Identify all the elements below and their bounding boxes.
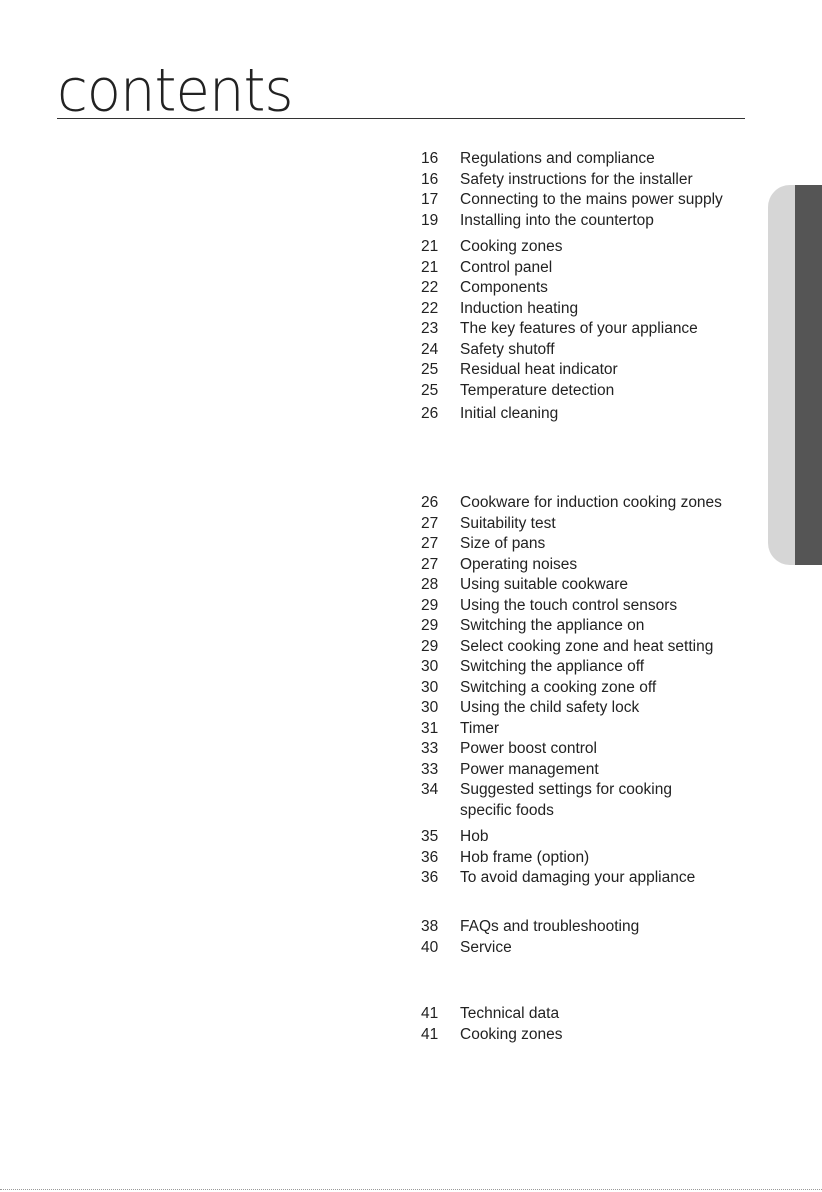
- toc-entry[interactable]: [421, 739, 751, 760]
- toc-entry-label: Switching the appliance off: [460, 658, 645, 675]
- toc-entry[interactable]: [421, 190, 751, 211]
- toc-entry[interactable]: [421, 340, 751, 361]
- toc-entry-page-number: 31: [421, 719, 439, 737]
- toc-entry-label: Control panel: [460, 258, 553, 276]
- toc-entry-label: Power management: [460, 760, 599, 778]
- toc-entry-label: Hob frame (option): [460, 848, 590, 866]
- toc-entry-label: Induction heating: [460, 299, 579, 317]
- toc-entry-label: Select cooking zone and heat setting: [460, 637, 714, 655]
- toc-entry-page-number: 27: [421, 514, 439, 532]
- toc-entry[interactable]: [421, 780, 751, 821]
- toc-entry-page-number: 29: [421, 637, 439, 655]
- toc-entry-label: Operating noises: [460, 555, 578, 573]
- toc-entry-page-number: 41: [421, 1005, 439, 1022]
- toc-group: [421, 404, 751, 425]
- toc-entry[interactable]: [421, 237, 751, 258]
- toc-entry-label: Installing into the countertop: [460, 211, 654, 229]
- toc-entry[interactable]: [421, 848, 751, 869]
- toc-entry-page-number: 19: [421, 211, 439, 229]
- toc-entry[interactable]: [421, 938, 751, 959]
- toc-entry-label: Regulations and compliance: [460, 150, 655, 167]
- toc-entry-page-number: 16: [421, 150, 439, 167]
- toc-entry[interactable]: [421, 616, 751, 637]
- page-bottom-edge: [0, 1189, 822, 1190]
- toc-entry-page-number: 41: [421, 1025, 439, 1043]
- toc-entry[interactable]: [421, 149, 751, 170]
- toc-entry-page-number: 26: [421, 494, 439, 511]
- toc-entry-page-number: 17: [421, 191, 439, 208]
- toc-entry[interactable]: [421, 657, 751, 678]
- toc-entry-label: Switching a cooking zone off: [460, 678, 657, 696]
- toc-entry-page-number: 35: [421, 828, 439, 845]
- toc-entry-page-number: 16: [421, 170, 439, 188]
- toc-entry[interactable]: [421, 596, 751, 617]
- toc-entry-label: Connecting to the mains power supply: [460, 191, 723, 208]
- toc-group: [421, 149, 751, 231]
- toc-entry-page-number: 30: [421, 699, 439, 716]
- toc-entry-label: The key features of your appliance: [460, 320, 698, 337]
- toc-group: [421, 1004, 751, 1045]
- toc-entry-label: Components: [460, 279, 548, 296]
- toc-entry-label: Using the child safety lock: [460, 699, 640, 716]
- toc-entry[interactable]: [421, 555, 751, 576]
- toc-entry[interactable]: [421, 319, 751, 340]
- toc-entry[interactable]: [421, 678, 751, 699]
- toc-entry-page-number: 22: [421, 299, 439, 317]
- toc-entry-label: Using suitable cookware: [460, 576, 629, 593]
- toc-entry-label: Cooking zones: [460, 1025, 563, 1043]
- toc-entry-page-number: 29: [421, 596, 439, 614]
- toc-entry-label: Cooking zones: [460, 238, 563, 255]
- toc-entry[interactable]: [421, 514, 751, 535]
- toc-entry[interactable]: [421, 404, 751, 425]
- toc-entry-page-number: 30: [421, 678, 439, 696]
- toc-entry-label: Hob: [460, 828, 489, 845]
- toc-entry-label: Initial cleaning: [460, 405, 559, 422]
- toc-entry-page-number: 21: [421, 258, 439, 276]
- toc-entry-page-number: 25: [421, 381, 439, 399]
- toc-entry-label: Power boost control: [460, 740, 597, 757]
- toc-entry[interactable]: [421, 760, 751, 781]
- toc-entry-label: Suitability test: [460, 514, 556, 532]
- toc-entry-label: Using the touch control sensors: [460, 596, 678, 614]
- toc-entry[interactable]: [421, 170, 751, 191]
- toc-group: [421, 237, 751, 401]
- page-title: contents: [57, 56, 293, 126]
- toc-entry-label: Size of pans: [460, 535, 546, 552]
- toc-entry-label: Timer: [460, 719, 500, 737]
- toc-entry[interactable]: [421, 381, 751, 402]
- toc-entry-label: Residual heat indicator: [460, 361, 618, 378]
- toc-entry[interactable]: [421, 1004, 751, 1025]
- toc-entry-page-number: 22: [421, 279, 439, 296]
- toc-entry-page-number: 36: [421, 869, 439, 886]
- toc-entry-page-number: 28: [421, 576, 439, 593]
- toc-entry-label: Safety instructions for the installer: [460, 170, 693, 188]
- toc-entry-label: Safety shutoff: [460, 340, 555, 358]
- toc-entry-label: Service: [460, 938, 512, 956]
- toc-entry[interactable]: [421, 698, 751, 719]
- toc-entry-label: To avoid damaging your appliance: [460, 869, 696, 886]
- toc-entry-label: FAQs and troubleshooting: [460, 918, 640, 935]
- toc-entry[interactable]: [421, 868, 751, 889]
- toc-entry-page-number: 24: [421, 340, 439, 358]
- toc-entry-page-number: 40: [421, 938, 439, 956]
- toc-entry-page-number: 27: [421, 555, 439, 573]
- toc-entry-page-number: 33: [421, 740, 439, 757]
- toc-entry-page-number: 25: [421, 361, 439, 378]
- toc-group: [421, 493, 751, 821]
- toc-entry-page-number: 38: [421, 918, 439, 935]
- toc-entry[interactable]: [421, 534, 751, 555]
- toc-entry-page-number: 30: [421, 658, 439, 675]
- toc-entry[interactable]: [421, 360, 751, 381]
- toc-entry-page-number: 29: [421, 617, 439, 634]
- toc-entry[interactable]: [421, 299, 751, 320]
- toc-entry-page-number: 34: [421, 781, 439, 798]
- toc-entry-page-number: 21: [421, 238, 439, 255]
- toc-entry-label: Switching the appliance on: [460, 617, 645, 634]
- toc-entry-page-number: 36: [421, 848, 439, 866]
- toc-entry[interactable]: [421, 493, 751, 514]
- toc-entry-page-number: 23: [421, 320, 439, 337]
- toc-group: [421, 827, 751, 889]
- toc-entry[interactable]: [421, 827, 751, 848]
- toc-entry[interactable]: [421, 917, 751, 938]
- toc-entry-label: Technical data: [460, 1005, 560, 1022]
- toc-entry-label: Temperature detection: [460, 381, 615, 399]
- toc-entry[interactable]: [421, 575, 751, 596]
- toc-entry-label: Suggested settings for cooking specific foods: [460, 781, 672, 819]
- toc-entry[interactable]: [421, 637, 751, 658]
- toc-group: [421, 917, 751, 958]
- toc-entry[interactable]: [421, 719, 751, 740]
- toc-entry-page-number: 27: [421, 535, 439, 552]
- toc-entry-label: Cookware for induction cooking zones: [460, 494, 722, 511]
- toc-entry[interactable]: [421, 258, 751, 279]
- toc-entry[interactable]: [421, 1025, 751, 1046]
- toc-entry[interactable]: [421, 211, 751, 232]
- toc-entry-page-number: 33: [421, 760, 439, 778]
- toc-entry[interactable]: [421, 278, 751, 299]
- toc-entry-page-number: 26: [421, 405, 439, 422]
